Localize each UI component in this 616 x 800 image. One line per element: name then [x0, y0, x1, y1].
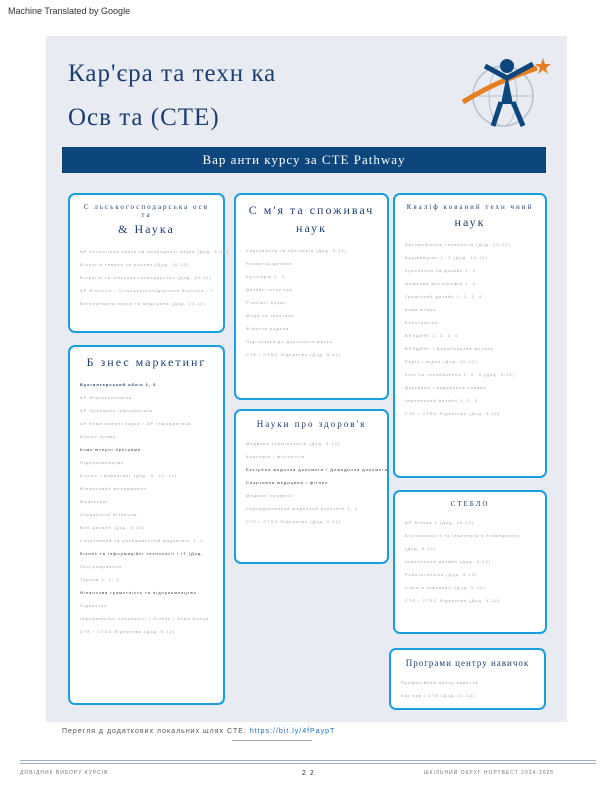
course-item: CTE / CTSO Лідерство (Дод. 9-12) — [405, 411, 501, 416]
page-title-line2: Осв та (CTE) — [68, 104, 220, 131]
health-title: Науки про здоров'я — [256, 419, 367, 429]
course-item: Веб-дизайн (Дод. 9-12) — [80, 525, 145, 530]
course-item: Сертифікований медичний асистент 1, 2 — [246, 506, 359, 511]
course-item: ВЕЛДИНГ І Виробництво металу — [405, 346, 494, 351]
pathways-link[interactable]: https://bit.ly/4fPaypT — [249, 728, 336, 735]
family-subtitle: наук — [296, 221, 327, 235]
course-item: АР Біологія / Сільськогосподарська біологія / Т — [80, 288, 214, 293]
course-item: Програмування — [80, 564, 122, 569]
course-item: АР Фізика 1 (Дод. 10-12) — [405, 520, 475, 525]
course-item: Фінансовий менеджмент — [80, 486, 147, 491]
course-item: ProStart Кухар — [246, 300, 287, 305]
course-item: Друкарня і видавнича справа — [405, 385, 487, 390]
course-item: Фінанси родини — [246, 326, 290, 331]
health-box — [234, 409, 389, 564]
course-item: Підприємництво — [80, 460, 125, 465]
course-item: Медична термінологія (Дод. 9-12) — [246, 441, 341, 446]
pathway-banner: Вар анти курсу за CTE Pathway — [62, 147, 546, 173]
course-item: Кулінарія 1, 2 — [246, 274, 285, 279]
business-title: Б знес маркетинг — [86, 355, 207, 369]
course-item: Бухгалтерський облік 1, 2 — [80, 382, 157, 387]
page-number: 2 2 — [302, 770, 315, 777]
footer-rule-1 — [20, 760, 596, 761]
agriculture-list — [80, 245, 229, 310]
course-item: Дизайн інтер'єру — [246, 287, 293, 292]
skilled-title: Кваліф кований техн чний — [406, 203, 534, 211]
course-item: CTE / CTSO Лідерство (Дод. 9-12) — [246, 519, 342, 524]
course-item: Мода та текстиль — [246, 313, 295, 318]
course-item: Інженерний дизайн (Дод. 9-12) — [405, 559, 491, 564]
agriculture-box — [68, 193, 229, 333]
course-item: Підготовка до дорослого життя — [246, 339, 333, 344]
agriculture-title: С льськогосподарська осв та — [83, 203, 210, 219]
stem-list — [405, 516, 535, 607]
course-item: Лідерство — [80, 603, 108, 608]
course-item: Електроніка — [405, 320, 439, 325]
footer-left-text: ДОВІДНИК ВИБОРУ КУРСІВ — [20, 770, 109, 776]
course-item: CTE / CTSO Лідерство (Дод. 9-12) — [246, 352, 342, 357]
footer-note — [62, 728, 335, 735]
course-item: Анатомія і фізіологія — [246, 454, 306, 459]
skilled-subtitle: наук — [454, 215, 486, 229]
course-item: Біологія тварин та рослин (Дод. 10-12) — [80, 262, 190, 267]
course-item: Креслення та дизайн 1, 2 — [405, 268, 477, 273]
family-box — [234, 193, 389, 400]
course-item: Інформаційні технології / Бізнес / Комп'ютери — [80, 616, 210, 621]
business-box — [68, 345, 225, 705]
course-item: Цифрова фотографія 1, 2 — [405, 281, 476, 286]
course-item: Графічний дизайн 1, 2, 3, 4 — [405, 294, 483, 299]
course-item: АР Мікроекономіка — [80, 395, 133, 400]
course-item: Біотехнології та інженерія в біомедицині — [405, 533, 520, 538]
course-item: Будівництво 1, 2 (Дод. 10-12) — [405, 255, 488, 260]
course-item: Комп'ютерні програми — [80, 447, 142, 452]
course-item: Бізнес та інформаційні технології / IT (Дод. — [80, 551, 204, 556]
stem-title: СТЕБЛО — [450, 500, 490, 508]
family-title: С м'я та споживач — [248, 203, 375, 217]
course-item: (Дод. 9-12) — [405, 546, 437, 551]
skills-center-list — [401, 676, 534, 702]
course-item: Спортивна медицина і фітнес — [246, 480, 329, 485]
machine-translated-label: Machine Translated by Google — [8, 6, 131, 16]
course-item: Професійний центр навичок — [401, 680, 479, 685]
star-icon — [535, 58, 551, 74]
course-item: Кар'єра і CTE (Дод. 11-12) — [401, 693, 476, 698]
course-item: Ветеринарна наука та медицина (Дод. 10-12) — [80, 301, 206, 306]
course-item: Екстрена медична допомога / Домедична допомога — [246, 467, 388, 472]
course-item: Комп'ютери — [405, 307, 437, 312]
health-list — [246, 437, 388, 528]
course-item: CTE / CTSO Лідерство (Дод. 9-12) — [80, 629, 176, 634]
course-item: Робототехніка (Дод. 9-12) — [405, 572, 478, 577]
skilled-box — [393, 193, 547, 478]
course-item: Маркетинг — [80, 499, 109, 504]
course-item: AP Екологічна наука та природничі науки (Дод. 9-12) — [80, 249, 229, 254]
cte-logo — [455, 44, 555, 136]
family-list — [246, 244, 377, 361]
footer-right-text: ШКІЛЬНИЙ ОКРУГ НОРТВЕСТ 2024-2025 — [424, 770, 555, 776]
course-item: Кіно та телебачення 1, 2, 3 (Дод. 9-12) — [405, 372, 515, 377]
skilled-list — [405, 238, 535, 420]
page-title-line1: Кар'єра та техн ка — [68, 60, 277, 87]
course-item: Біологія та сільське господарство (Дод. 10-12) — [80, 275, 212, 280]
course-item: CTE / CTSO Лідерство (Дод. 9-12) — [405, 598, 501, 603]
stem-box — [393, 490, 547, 634]
footer-rule-2 — [20, 763, 596, 764]
course-item: Радіо і відео (Дод. 10-12) — [405, 359, 478, 364]
course-item: АР Комп'ютерні науки / АР Інформатика — [80, 421, 192, 426]
course-item: АР Принципи інформатики — [80, 408, 153, 413]
course-item: Медичні професії — [246, 493, 295, 498]
course-item: Автомобільна технологія (Дод. 10-12) — [405, 242, 511, 247]
course-item: Фінансова грамотність та підприємництво — [80, 590, 197, 595]
course-item: Розвиток дитини — [246, 261, 292, 266]
skills-center-box — [389, 648, 546, 710]
course-item: Бізнес-право — [80, 434, 117, 439]
business-list — [80, 378, 213, 638]
course-item: ВЕЛДИНГ 1, 2, 3, 4 — [405, 333, 459, 338]
course-item: Інженерний дизайн 1, 2, 3 — [405, 398, 478, 403]
course-item: Хімія в інженерії (Дод. 9-12) — [405, 585, 486, 590]
course-item: Туризм 1, 2, 3 — [80, 577, 120, 582]
link-underline — [232, 740, 312, 741]
footer-note-text: Перегля д додаткових локальних шлях CTE: — [62, 728, 250, 735]
course-item: Спортивний та розважальний маркетинг 1, 2 — [80, 538, 204, 543]
course-item: Харчування та кулінарія (Дод. 9-12) — [246, 248, 348, 253]
skills-center-title: Програми центру навичок — [405, 658, 530, 668]
course-item: Бізнес і маркетинг (Дод. 9, 10, 11) — [80, 473, 178, 478]
agriculture-subtitle: & Наука — [118, 222, 175, 236]
course-item: Управління бізнесом — [80, 512, 138, 517]
